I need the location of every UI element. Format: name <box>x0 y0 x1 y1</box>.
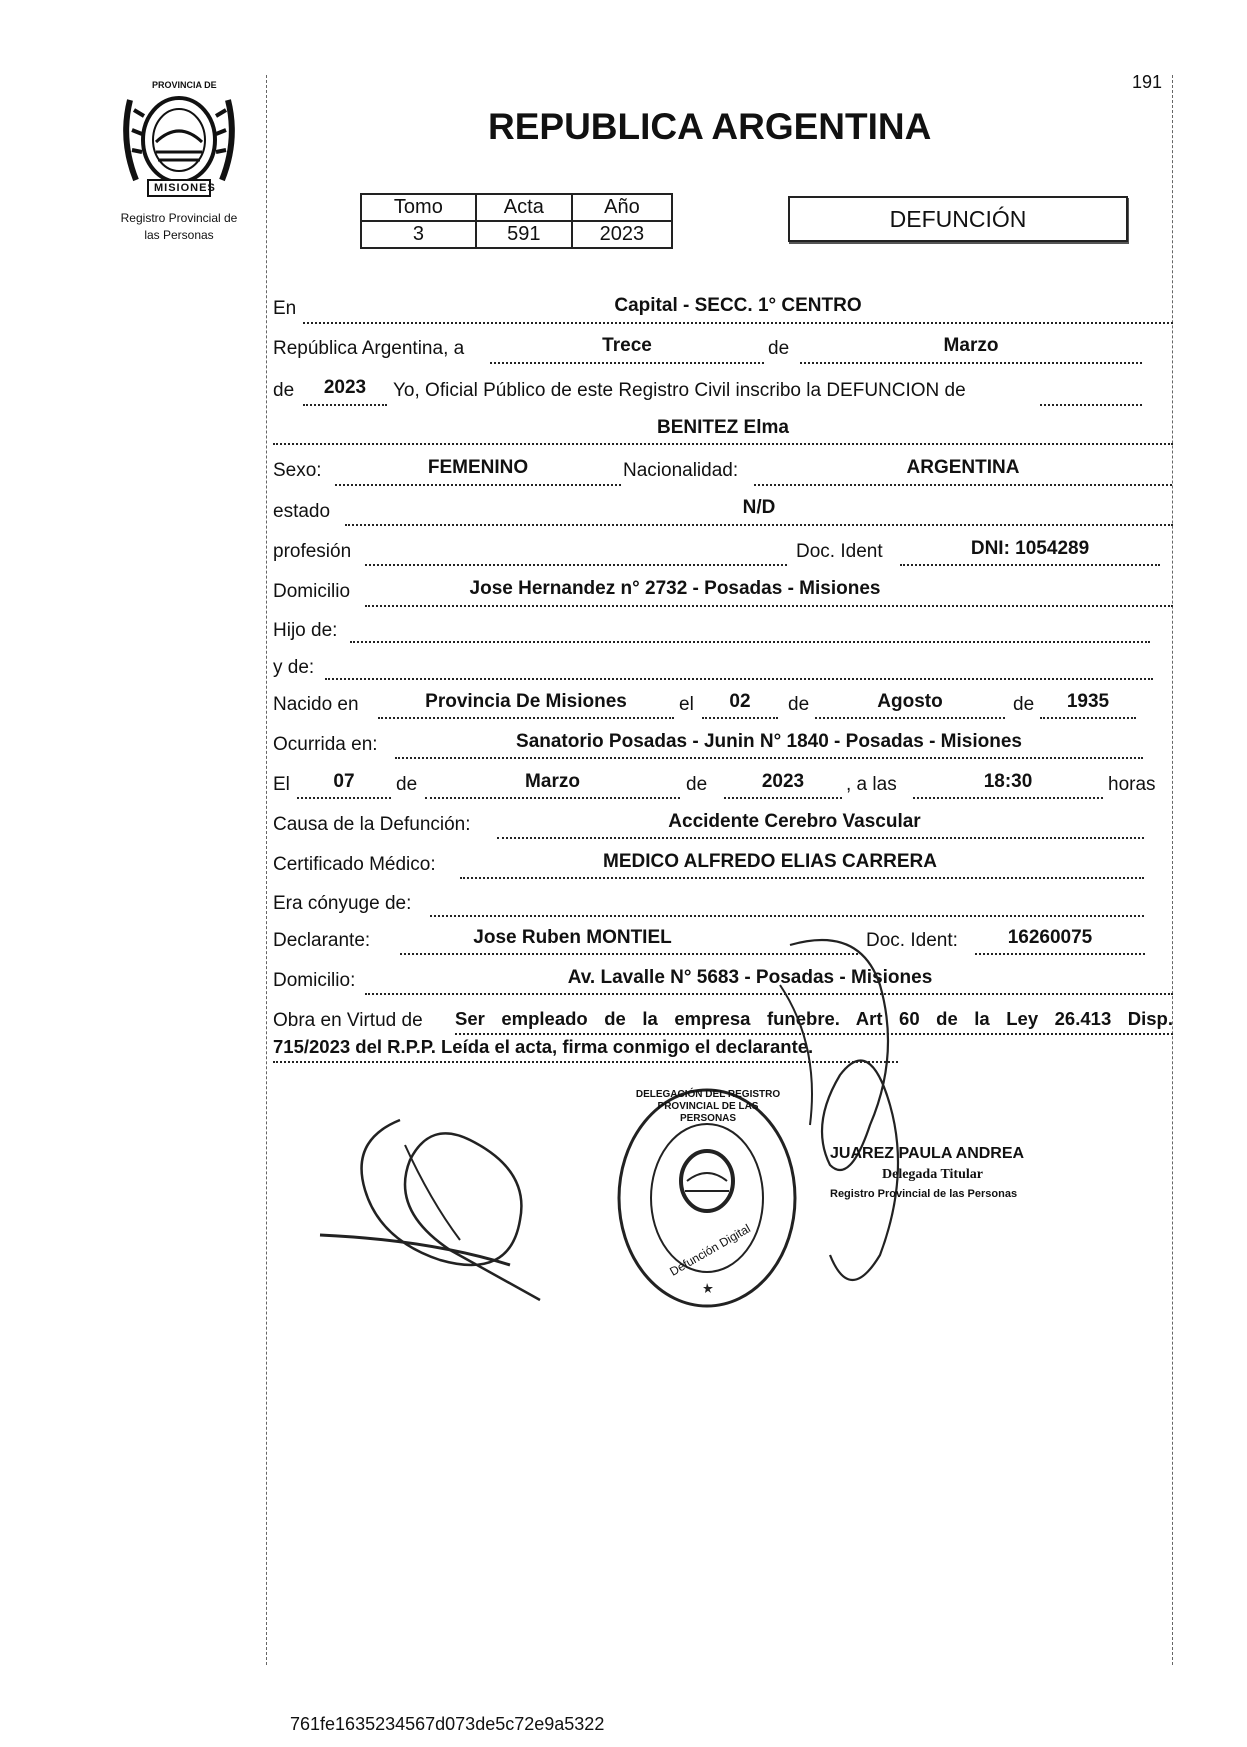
left-margin-line <box>266 75 267 1665</box>
official-name: JUAREZ PAULA ANDREA <box>830 1145 1025 1162</box>
sexo-label: Sexo: <box>273 460 322 481</box>
seal-caption-line2: las Personas <box>144 228 214 242</box>
en-label: En <box>273 298 297 319</box>
stamp-ring-text: DELEGACIÓN DEL REGISTRO PROVINCIAL DE LAS PERSONAS <box>635 1089 781 1124</box>
nacionalidad-line <box>754 484 1172 486</box>
official-role: Delegada Titular <box>882 1167 983 1182</box>
doc-line <box>900 564 1160 566</box>
seal-bottom-text: MISIONES <box>154 182 216 194</box>
record-table-header-row <box>361 194 672 221</box>
doc2-line <box>975 953 1145 955</box>
certificado-line <box>460 877 1144 879</box>
domicilio2-line <box>365 993 1173 995</box>
de-label: de <box>768 338 790 359</box>
footer-hash: 761fe1635234567d073de5c72e9a5322 <box>290 1714 605 1734</box>
nacido-lugar: Provincia De Misiones <box>425 691 627 712</box>
nacido-anio-line <box>1040 717 1136 719</box>
nacido-label: Nacido en <box>273 694 359 715</box>
record-table <box>360 193 673 249</box>
estado-label: estado <box>273 501 331 522</box>
sexo: FEMENINO <box>427 457 529 478</box>
domicilio2-label: Domicilio: <box>273 970 356 991</box>
table-header: Tomo <box>361 194 476 221</box>
causa: Accidente Cerebro Vascular <box>668 811 921 832</box>
stamp-inner-text: Defunción Digital <box>667 1221 753 1279</box>
doc2: 16260075 <box>1007 927 1093 948</box>
ocurrida-label: Ocurrida en: <box>273 734 378 755</box>
official-signature-scribble <box>770 925 920 1305</box>
republica-label: República Argentina, a <box>273 338 465 359</box>
official-line <box>1040 404 1142 406</box>
seal-top-text: PROVINCIA DE <box>152 80 217 90</box>
table-cell: 3 <box>361 221 476 248</box>
hijo-label: Hijo de: <box>273 620 338 641</box>
table-cell: 2023 <box>572 221 672 248</box>
month: Marzo <box>943 335 999 356</box>
deceased-name: BENITEZ Elma <box>657 417 789 438</box>
hijo-line <box>350 641 1150 643</box>
table-cell: 591 <box>476 221 572 248</box>
de4-label: de <box>686 774 708 795</box>
provincial-seal <box>118 80 240 200</box>
day-word: Trece <box>602 335 652 356</box>
year-line <box>303 404 387 406</box>
yde-label: y de: <box>273 657 315 678</box>
fallec-dia: 07 <box>333 771 355 792</box>
nacido-mes-line <box>815 717 1005 719</box>
name-line <box>273 443 1173 445</box>
nacionalidad-label: Nacionalidad: <box>623 460 739 481</box>
certificado-label: Certificado Médico: <box>273 854 436 875</box>
estado: N/D <box>742 497 776 518</box>
domicilio-label: Domicilio <box>273 581 351 602</box>
yde-line <box>325 678 1153 680</box>
page-title: REPUBLICA ARGENTINA <box>488 106 932 147</box>
nacido-dia: 02 <box>729 691 751 712</box>
seal-caption-line1: Registro Provincial de <box>120 211 238 225</box>
declarant-signature <box>310 1100 580 1310</box>
de2-label: de <box>1013 694 1035 715</box>
sexo-line <box>335 484 621 486</box>
conyuge-line <box>430 915 1144 917</box>
hora-line <box>913 797 1103 799</box>
profesion-label: profesión <box>273 541 352 562</box>
fallec-anio: 2023 <box>761 771 805 792</box>
en-line <box>303 322 1173 324</box>
declarante-label: Declarante: <box>273 930 371 951</box>
fallec-mes-line <box>425 797 680 799</box>
doc-label: Doc. Ident <box>796 541 883 562</box>
domicilio-line <box>365 605 1173 607</box>
day-line <box>490 362 764 364</box>
nacido-anio: 1935 <box>1066 691 1110 712</box>
fallec-mes: Marzo <box>525 771 580 792</box>
year-label: de <box>273 380 295 401</box>
doc: DNI: 1054289 <box>970 538 1090 559</box>
certificado: MEDICO ALFREDO ELIAS CARRERA <box>603 851 937 872</box>
en-value: Capital - SECC. 1° CENTRO <box>614 295 862 316</box>
nacido-mes: Agosto <box>877 691 943 712</box>
el-label: el <box>679 694 694 715</box>
de3-label: de <box>396 774 418 795</box>
record-table-value-row <box>361 221 672 248</box>
ocurrida: Sanatorio Posadas - Junin N° 1840 - Posadas - Misiones <box>516 731 1022 752</box>
obra-line1: Ser empleado de la empresa funebre. Art 60 de la Ley 26.413 Disp. <box>455 1008 1173 1029</box>
domicilio: Jose Hernandez n° 2732 - Posadas - Misiones <box>469 578 881 599</box>
causa-line <box>497 837 1144 839</box>
fallec-anio-line <box>724 797 842 799</box>
official-org: Registro Provincial de las Personas <box>830 1188 1018 1200</box>
official-text: Yo, Oficial Público de este Registro Civil inscribo la DEFUNCION de <box>393 380 966 401</box>
causa-label: Causa de la Defunción: <box>273 814 471 835</box>
el2-label: El <box>273 774 290 795</box>
de1-label: de <box>788 694 810 715</box>
table-header: Año <box>572 194 672 221</box>
doc2-label: Doc. Ident: <box>866 930 958 951</box>
declarante: Jose Ruben MONTIEL <box>473 927 672 948</box>
nacido-dia-line <box>702 717 778 719</box>
record-type-box <box>788 196 1128 242</box>
profesion-line <box>365 564 787 566</box>
ocurrida-line <box>395 757 1143 759</box>
record-type: DEFUNCIÓN <box>889 206 1027 232</box>
conyuge-label: Era cónyuge de: <box>273 893 412 914</box>
table-header: Acta <box>476 194 572 221</box>
nacionalidad: ARGENTINA <box>906 457 1020 478</box>
estado-line <box>345 524 1173 526</box>
horas-label: horas <box>1108 774 1156 795</box>
alas-label: , a las <box>846 774 897 795</box>
obra-label: Obra en Virtud de <box>273 1010 423 1031</box>
page-number: 191 <box>1132 72 1163 92</box>
month-line <box>800 362 1142 364</box>
nacido-lugar-line <box>378 717 674 719</box>
fallec-dia-line <box>297 797 391 799</box>
domicilio2: Av. Lavalle N° 5683 - Posadas - Misiones <box>567 967 933 988</box>
obra-line2: 715/2023 del R.P.P. Leída el acta, firma conmigo el declarante. <box>273 1036 814 1057</box>
hora: 18:30 <box>983 771 1033 792</box>
year: 2023 <box>323 377 367 398</box>
